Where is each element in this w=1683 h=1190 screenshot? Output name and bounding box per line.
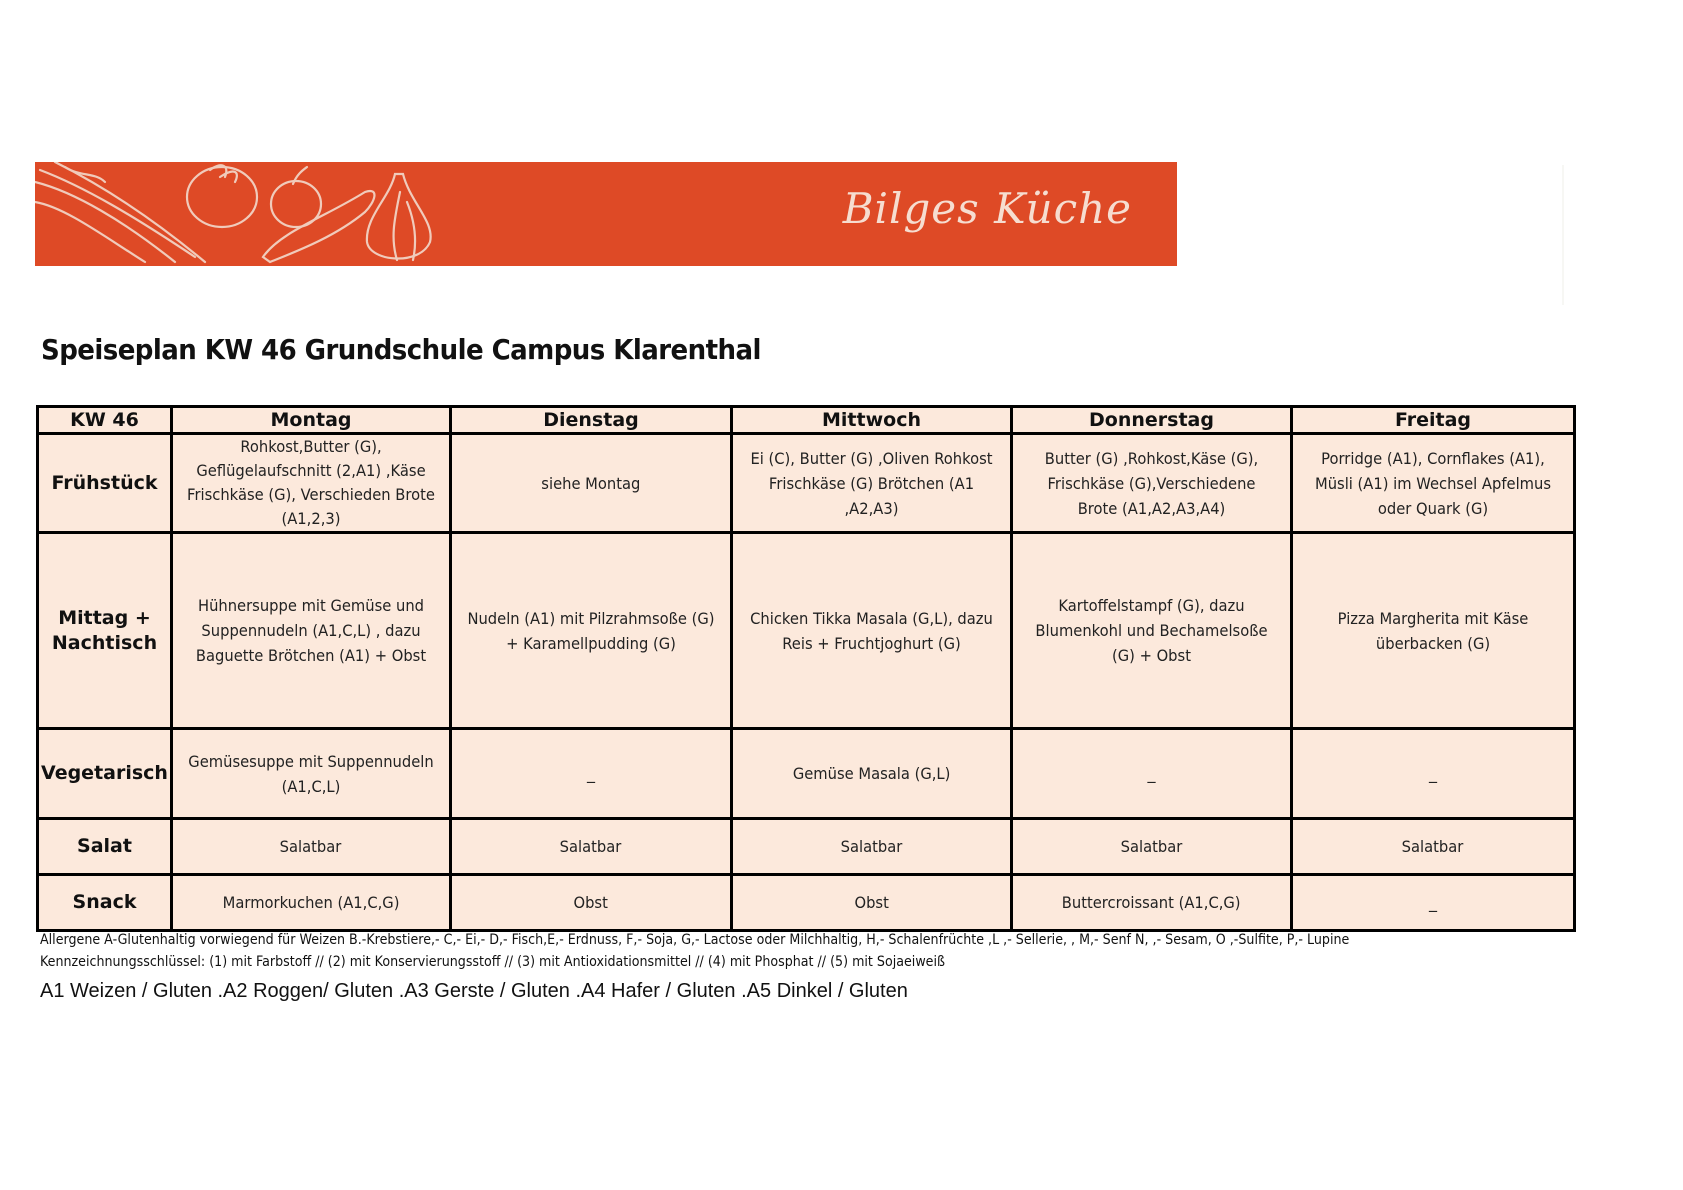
menu-cell-text: Marmorkuchen (A1,C,G) [222, 893, 400, 912]
brand-logo-text: Bilges Küche [842, 184, 1132, 233]
menu-cell-text: Salatbar [560, 837, 622, 856]
menu-cell [1012, 729, 1292, 819]
row-label-fruehstueck: Frühstück [38, 434, 172, 533]
menu-cell [732, 729, 1012, 819]
table-row-snack [38, 875, 1575, 931]
menu-cell [1292, 819, 1575, 875]
day-header-dienstag: Dienstag [451, 407, 732, 434]
menu-cell-text: Nudeln (A1) mit Pilzrahmsoße (G) + Karamellpudding (G) [467, 608, 715, 653]
row-label-vegetarisch: Vegetarisch [38, 729, 172, 819]
additive-key: Kennzeichnungsschlüssel: (1) mit Farbstoff // (2) mit Konservierungsstoff // (3) mit Antioxidationsmittel // (4) mit Phosphat // (5) mit Sojaeiweiß [40, 954, 945, 970]
menu-cell-text: Obst [854, 893, 889, 912]
menu-cell [172, 434, 451, 533]
menu-cell-text: Gemüsesuppe mit Suppennudeln (A1,C,L) [188, 751, 434, 796]
menu-cell [1292, 434, 1575, 533]
meal-plan-table [36, 405, 1576, 932]
day-header-mittwoch: Mittwoch [732, 407, 1012, 434]
menu-cell-text: Rohkost,Butter (G), Geflügelaufschnitt (2,A1) ,Käse Frischkäse (G), Verschieden Brote (A1,2,3) [187, 437, 435, 528]
menu-cell-text: Obst [573, 893, 609, 912]
menu-cell-text: Gemüse Masala (G,L) [792, 764, 951, 783]
row-label-snack: Snack [38, 875, 172, 931]
menu-cell-text: Pizza Margherita mit Käse überbacken (G) [1337, 608, 1529, 653]
menu-cell-text: _ [1429, 764, 1437, 783]
vegetable-sketch-icon [35, 162, 455, 266]
menu-cell [1012, 434, 1292, 533]
menu-cell-text: siehe Montag [541, 473, 641, 493]
menu-cell-text: Hühnersuppe mit Gemüse und Suppennudeln (A1,C,L) , dazu Baguette Brötchen (A1) + Obst [195, 596, 427, 665]
menu-cell-text: _ [587, 764, 595, 783]
menu-cell [451, 533, 732, 729]
menu-cell-text: Salatbar [840, 837, 903, 856]
menu-cell [1012, 533, 1292, 729]
menu-cell [451, 819, 732, 875]
menu-cell [1012, 875, 1292, 931]
menu-cell [1292, 729, 1575, 819]
menu-cell [172, 729, 451, 819]
menu-cell [172, 533, 451, 729]
menu-cell-text: _ [1429, 893, 1437, 912]
gluten-legend: A1 Weizen / Gluten .A2 Roggen/ Gluten .A3 Gerste / Gluten .A4 Hafer / Gluten .A5 Dinkel / Gluten [40, 980, 908, 1002]
table-row-fruehstueck [38, 434, 1575, 533]
table-row-vegetarisch [38, 729, 1575, 819]
menu-cell [732, 819, 1012, 875]
divider-line [1562, 165, 1564, 305]
row-label-mittag: Mittag + Nachtisch [38, 533, 172, 729]
menu-cell-text: Kartoffelstampf (G), dazu Blumenkohl und Bechamelsoße (G) + Obst [1035, 596, 1268, 665]
allergen-legend: Allergene A-Glutenhaltig vorwiegend für Weizen B.-Krebstiere,- C,- Ei,- D,- Fisch,E,- Erdnuss, F,- Soja, G,- Lactose oder Milchhaltig, H,- Schalenfrüchte ,L ,- Sellerie, , M,- Senf N, ,- Sesam, O ,-Sulfite, P,- Lupine [40, 932, 1350, 948]
menu-cell [1012, 819, 1292, 875]
menu-cell-text: _ [1147, 764, 1156, 783]
menu-cell [172, 819, 451, 875]
week-label: KW 46 [38, 407, 172, 434]
menu-cell [451, 434, 732, 533]
menu-cell-text: Porridge (A1), Cornflakes (A1), Müsli (A1) im Wechsel Apfelmus oder Quark (G) [1314, 448, 1552, 518]
table-row-salat [38, 819, 1575, 875]
menu-cell [172, 875, 451, 931]
table-row-mittag [38, 533, 1575, 729]
menu-cell-text: Ei (C), Butter (G) ,Oliven Rohkost Frischkäse (G) Brötchen (A1 ,A2,A3) [750, 448, 993, 518]
day-header-freitag: Freitag [1292, 407, 1575, 434]
page-title: Speiseplan KW 46 Grundschule Campus Klarenthal [41, 333, 761, 366]
row-label-salat: Salat [38, 819, 172, 875]
day-header-donnerstag: Donnerstag [1012, 407, 1292, 434]
menu-cell [1292, 875, 1575, 931]
menu-cell [451, 875, 732, 931]
menu-cell-text: Butter (G) ,Rohkost,Käse (G), Frischkäse (G),Verschiedene Brote (A1,A2,A3,A4) [1044, 448, 1259, 518]
menu-cell-text: Salatbar [280, 837, 342, 856]
menu-cell-text: Salatbar [1402, 837, 1464, 856]
menu-cell-text: Salatbar [1120, 837, 1183, 856]
menu-cell [732, 533, 1012, 729]
day-header-montag: Montag [172, 407, 451, 434]
table-header-row [38, 407, 1575, 434]
menu-cell [732, 434, 1012, 533]
menu-cell [1292, 533, 1575, 729]
menu-cell-text: Chicken Tikka Masala (G,L), dazu Reis + Fruchtjoghurt (G) [750, 608, 993, 653]
menu-cell-text: Buttercroissant (A1,C,G) [1062, 893, 1241, 912]
menu-cell [732, 875, 1012, 931]
menu-cell [451, 729, 732, 819]
header-banner [35, 162, 1177, 266]
